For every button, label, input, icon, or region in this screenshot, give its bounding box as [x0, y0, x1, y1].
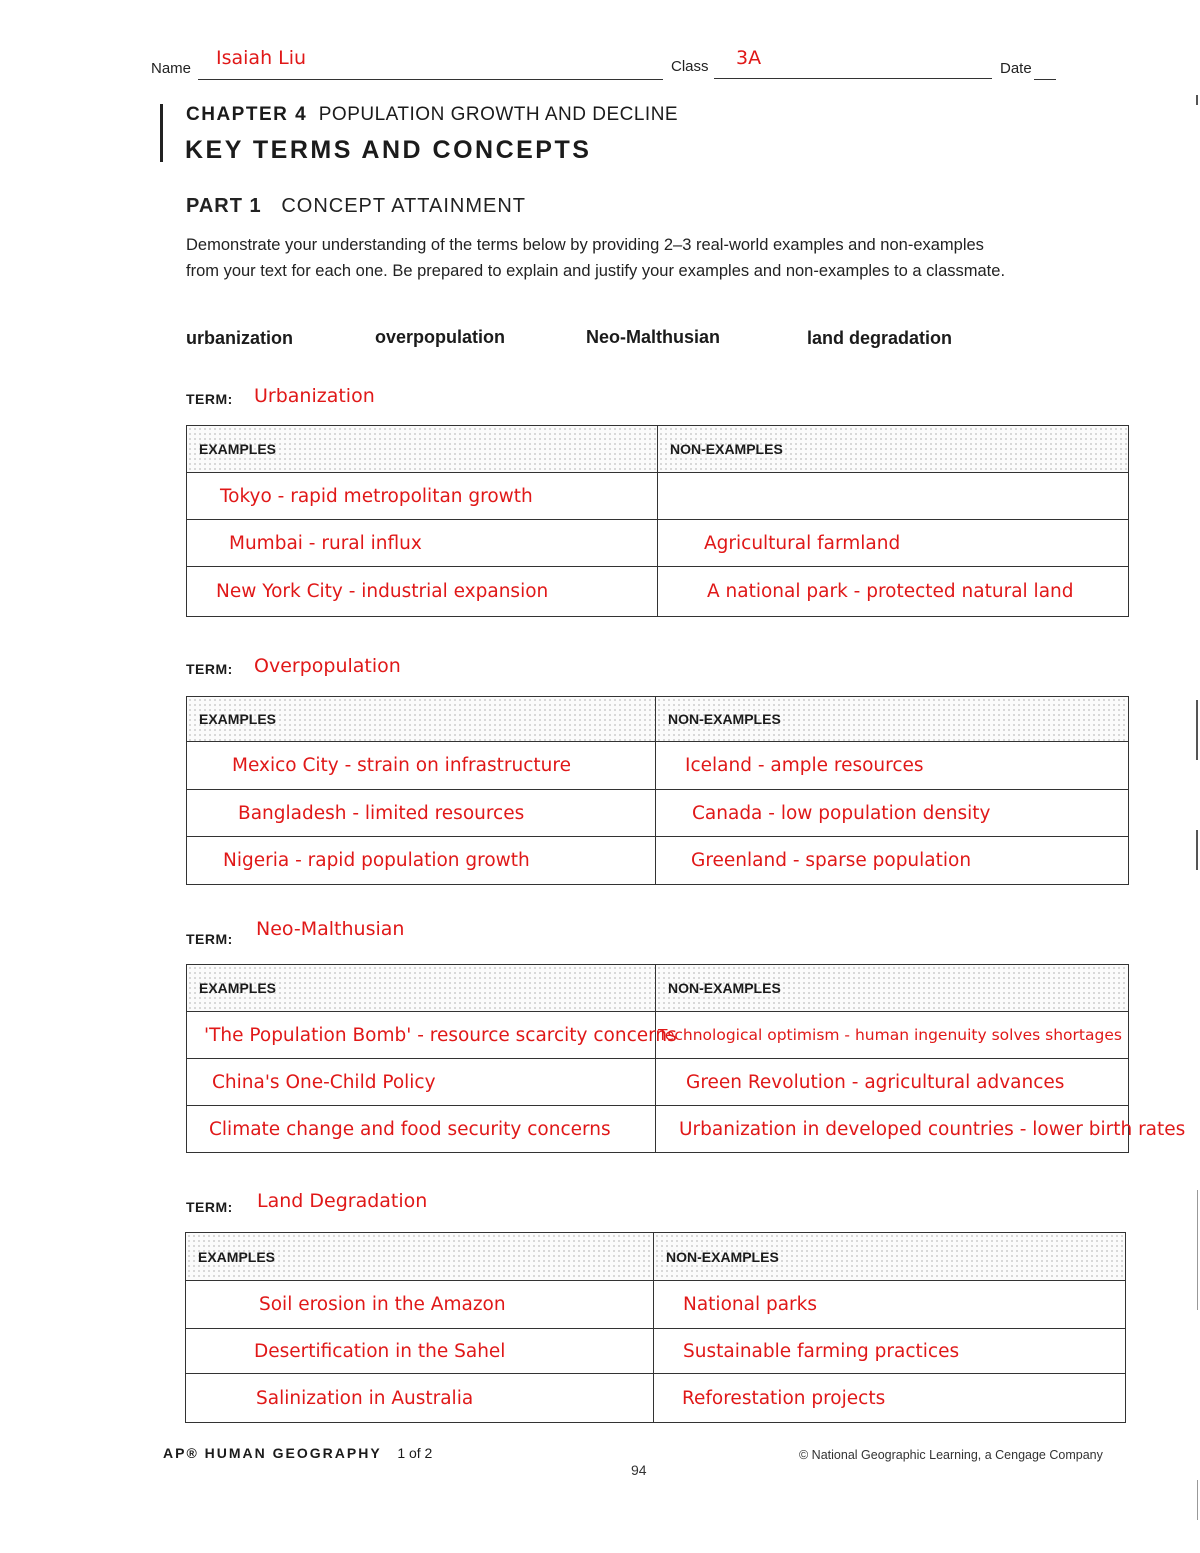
non-example-cell[interactable]: Iceland - ample resources	[656, 742, 1129, 790]
example-cell[interactable]: Nigeria - rapid population growth	[187, 837, 656, 885]
course-title: AP® HUMAN GEOGRAPHY	[163, 1445, 382, 1461]
scan-mark	[1196, 700, 1198, 760]
non-example-cell[interactable]: Green Revolution - agricultural advances	[656, 1059, 1129, 1106]
non-example-cell[interactable]: National parks	[654, 1281, 1126, 1329]
non-example-cell[interactable]: Sustainable farming practices	[654, 1329, 1126, 1374]
page-number: 94	[631, 1462, 647, 1478]
name-underline	[198, 79, 663, 80]
example-cell[interactable]: Soil erosion in the Amazon	[186, 1281, 654, 1329]
example-cell[interactable]: Desertification in the Sahel	[186, 1329, 654, 1374]
page-title: KEY TERMS AND CONCEPTS	[185, 136, 592, 164]
class-value[interactable]: 3A	[736, 47, 762, 69]
non-example-cell[interactable]: Greenland - sparse population	[656, 837, 1129, 885]
example-cell[interactable]: China's One-Child Policy	[187, 1059, 656, 1106]
example-cell[interactable]: Tokyo - rapid metropolitan growth	[187, 473, 658, 520]
scan-mark	[1197, 1190, 1198, 1310]
non-examples-header: NON-EXAMPLES	[656, 697, 1129, 742]
examples-header: EXAMPLES	[187, 426, 658, 473]
term-name[interactable]: Overpopulation	[254, 655, 401, 677]
part-label: PART 1	[186, 195, 262, 217]
term-list-item: urbanization	[186, 328, 293, 348]
date-label: Date	[1000, 60, 1032, 77]
term-list-item: overpopulation	[375, 327, 505, 347]
term-label: TERM:	[186, 391, 233, 407]
instructions: Demonstrate your understanding of the terms below by providing 2–3 real-world examples and non-examples from your text for each one. Be prepared to explain and justify your examples and non-examples to a classmate.	[186, 236, 1006, 280]
examples-header: EXAMPLES	[187, 965, 656, 1012]
non-example-cell[interactable]: Canada - low population density	[656, 790, 1129, 837]
class-label: Class	[671, 58, 709, 75]
neo-malthusian-table	[186, 964, 1186, 1153]
chapter-number: CHAPTER 4	[186, 104, 308, 125]
example-cell[interactable]: Climate change and food security concerns	[187, 1106, 656, 1153]
example-cell[interactable]: New York City - industrial expansion	[187, 567, 658, 617]
term-label: TERM:	[186, 931, 233, 947]
example-cell[interactable]: Mexico City - strain on infrastructure	[187, 742, 656, 790]
example-cell[interactable]: Salinization in Australia	[186, 1374, 654, 1423]
non-example-cell[interactable]: A national park - protected natural land	[658, 567, 1129, 617]
copyright: © National Geographic Learning, a Cengage Company	[799, 1448, 1103, 1462]
non-example-cell[interactable]: Urbanization in developed countries - lower birth rates	[656, 1106, 1129, 1153]
footer-course	[163, 1445, 432, 1461]
term-list-item: land degradation	[807, 328, 953, 348]
scan-mark	[1196, 95, 1198, 105]
class-underline	[714, 78, 992, 79]
term-name[interactable]: Neo-Malthusian	[256, 918, 405, 940]
example-cell[interactable]: Bangladesh - limited resources	[187, 790, 656, 837]
term-name[interactable]: Urbanization	[254, 385, 375, 407]
date-underline	[1034, 79, 1056, 80]
term-list-item: Neo-Malthusian	[586, 327, 721, 347]
non-example-cell[interactable]: Technological optimism - human ingenuity solves shortages	[656, 1012, 1129, 1059]
scan-mark	[1197, 1480, 1198, 1520]
term-label: TERM:	[186, 661, 233, 677]
non-example-cell[interactable]	[658, 473, 1129, 520]
chapter-title: POPULATION GROWTH AND DECLINE	[318, 104, 679, 125]
non-example-cell[interactable]: Reforestation projects	[654, 1374, 1126, 1423]
scan-mark	[1196, 830, 1198, 870]
name-value[interactable]: Isaiah Liu	[216, 47, 307, 69]
urbanization-table	[186, 425, 1129, 617]
example-cell[interactable]: 'The Population Bomb' - resource scarcity concerns	[187, 1012, 656, 1059]
non-examples-header: NON-EXAMPLES	[656, 965, 1129, 1012]
term-label: TERM:	[186, 1199, 233, 1215]
chapter-heading	[186, 104, 678, 126]
chapter-rule	[160, 104, 163, 162]
non-example-cell[interactable]: Agricultural farmland	[658, 520, 1129, 567]
example-cell[interactable]: Mumbai - rural influx	[187, 520, 658, 567]
part-heading	[186, 195, 526, 218]
name-label: Name	[151, 60, 192, 77]
non-examples-header: NON-EXAMPLES	[658, 426, 1129, 473]
examples-header: EXAMPLES	[187, 697, 656, 742]
part-title: CONCEPT ATTAINMENT	[281, 195, 526, 217]
overpopulation-table	[186, 696, 1129, 885]
land-degradation-table	[185, 1232, 1126, 1423]
term-name[interactable]: Land Degradation	[257, 1190, 428, 1212]
non-examples-header: NON-EXAMPLES	[654, 1233, 1126, 1281]
examples-header: EXAMPLES	[186, 1233, 654, 1281]
page-of: 1 of 2	[397, 1445, 433, 1461]
